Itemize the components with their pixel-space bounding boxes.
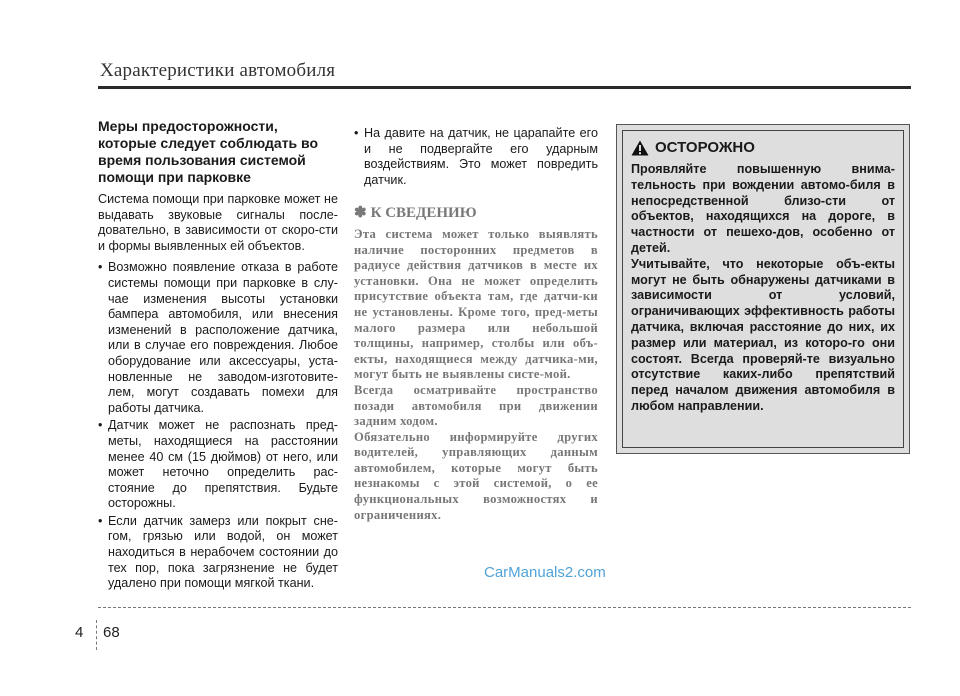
list-item: • Возможно появление отказа в работе системы помощи при парковке в слу-чае изменения высоты установки бампера автомобиля, или внесения изменений в расположение датчика, или в случае его повреждения. Любое оборудование или аксессуары, уста-новленные не заводом-изготовите-лем, могут создавать помехи для работы датчика. [98, 260, 338, 416]
information-paragraph: Обязательно информируйте других водителей, управляющих данным автомобилем, которые могут быть незнакомы с этой системой, о ее функциональных возможностях и ограничениях. [354, 429, 598, 522]
middle-column [354, 126, 598, 523]
page-number: 68 [103, 624, 120, 641]
intro-paragraph: Система помощи при парковке может не выдавать звуковые сигналы после-довательно, в зависимости от скоро-сти и формы выявленных ей объектов. [98, 192, 338, 253]
information-paragraph: Эта система может только выявлять наличие посторонних предметов в радиусе действия датчиков в месте их установки. Она не может определить присутствие объекта там, где датчи-ки не установлены. Кроме того, пред-меты малого размера или небольшой толщины, например, столбы или объ-екты, находящиеся между датчика-ми, могут быть не выявлены систе-мой. [354, 226, 598, 382]
information-note [354, 206, 598, 523]
warning-heading [631, 139, 895, 156]
information-text [354, 227, 598, 523]
asterisk-icon: ✽ [354, 205, 367, 222]
list-item: • Датчик может не распознать пред-меты, находящиеся на расстоянии менее 40 см (15 дюймов) от него, или может неточно определить рас-стояние до препятствия. Будьте осторожны. [98, 418, 338, 512]
left-column [98, 118, 338, 594]
warning-triangle-icon [631, 140, 649, 156]
list-item: • На давите на датчик, не царапайте его и не подвергайте его ударным воздействиям. Это может повредить датчик. [354, 126, 598, 188]
header-rule [98, 86, 911, 89]
chapter-number: 4 [75, 624, 84, 641]
caution-list [98, 260, 338, 591]
warning-box [616, 124, 910, 454]
information-title [354, 206, 598, 222]
caution-list-continued [354, 126, 598, 188]
warning-text [631, 162, 895, 415]
watermark-link[interactable]: CarManuals2.com [484, 564, 606, 581]
information-title-text: К СВЕДЕНИЮ [370, 205, 477, 222]
list-item: • Если датчик замерз или покрыт сне-гом, грязью или водой, он может находиться в нерабочем состоянии до тех пор, пока загрязнение не будет удалено при помощи мягкой ткани. [98, 514, 338, 592]
warning-paragraph: Учитывайте, что некоторые объ-екты могут не быть обнаружены датчиками в зависимости от условий, ограничивающих эффективность работы датчика, включая расстояние до них, их размер или материал, из которо-го они состоят. Всегда проверяй-те визуально отсутствие каких-либо препятствий перед началом движения автомобиля в любом направлении. [631, 256, 895, 413]
page-number-divider [96, 620, 97, 650]
footer-rule [98, 607, 911, 608]
information-paragraph: Всегда осматривайте пространство позади автомобиля при движении задним ходом. [354, 382, 598, 429]
section-heading: Меры предосторожности, которые следует соблюдать во время пользования системой помощи при парковке [98, 118, 319, 185]
warning-title: ОСТОРОЖНО [655, 139, 755, 156]
page-header-title: Характеристики автомобиля [100, 60, 336, 81]
warning-box-inner [622, 130, 904, 448]
warning-paragraph: Проявляйте повышенную внима-тельность при вождении автомо-биля в непосредственной близо-сти от объектов, находящихся на дороге, в частности от пешехо-дов, особенно от детей. [631, 162, 895, 255]
